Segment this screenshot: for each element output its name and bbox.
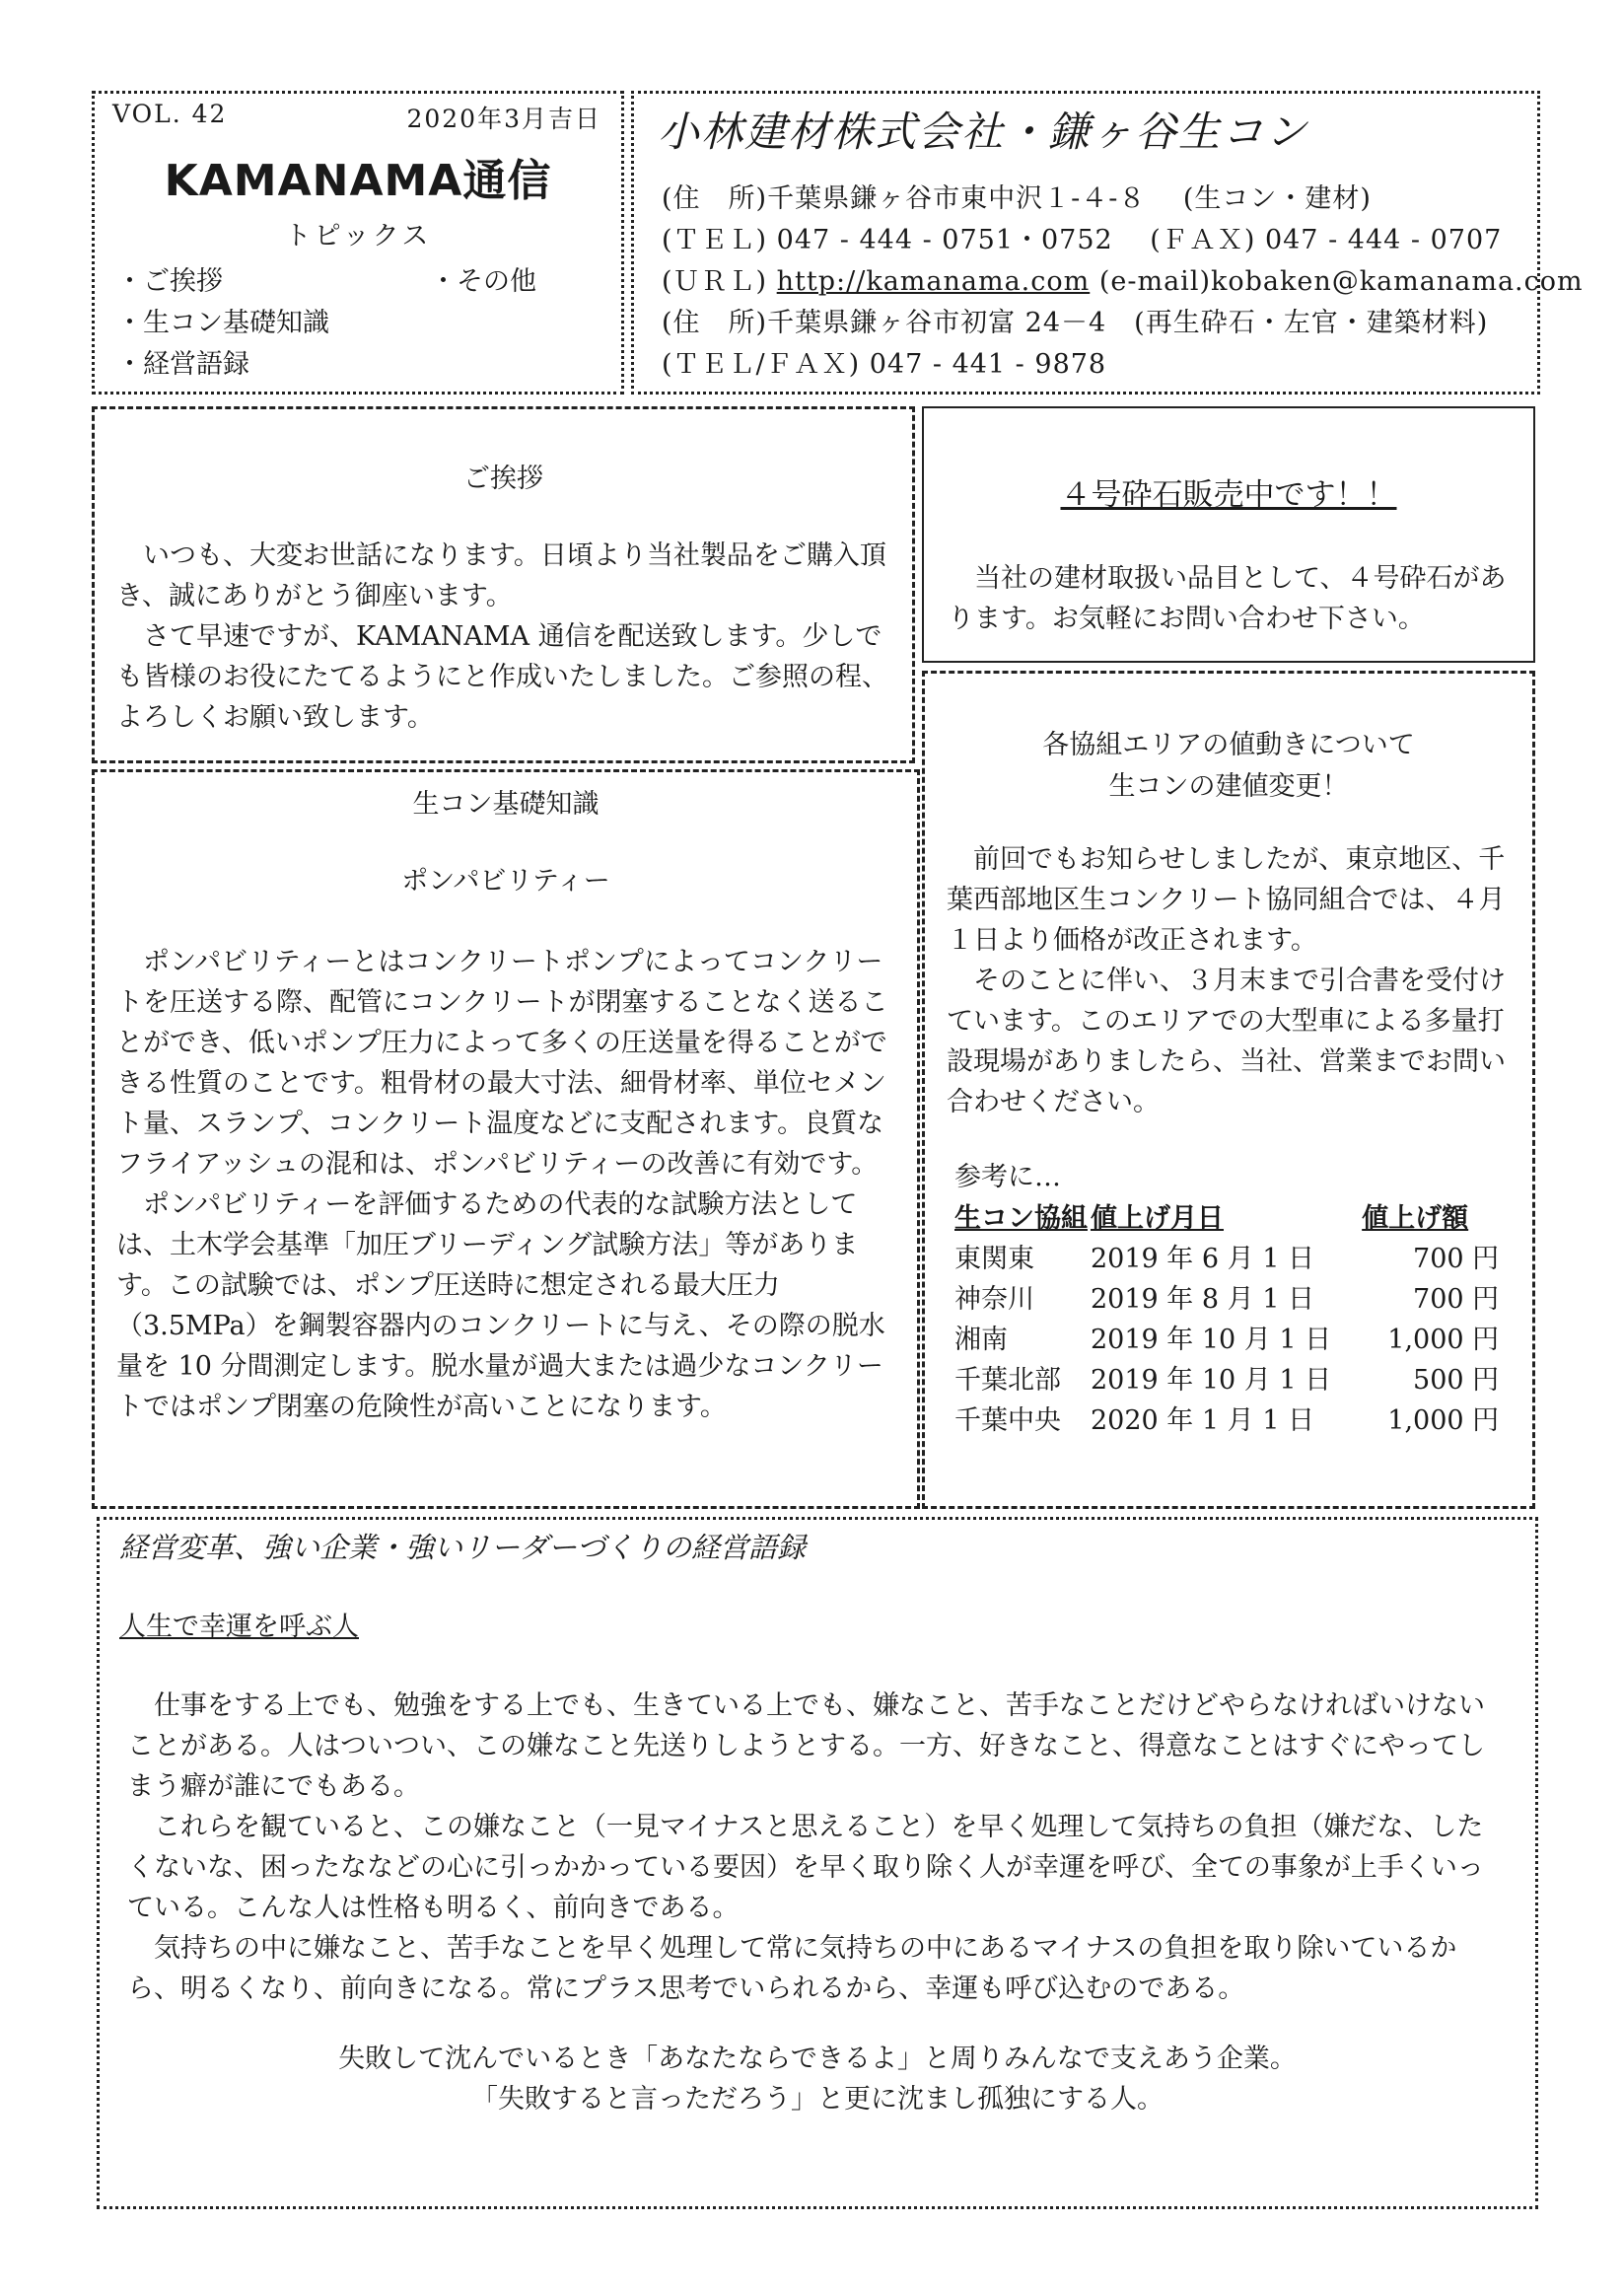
increase-amount: 700 円 — [1413, 1244, 1500, 1274]
topic-item: ・ご挨拶 — [116, 266, 223, 297]
basics-title: 生コン基礎知識 — [412, 789, 600, 820]
greeting-paragraph: いつも、大変お世話になります。日頃より当社製品をご購入頂き、誠にありがとう御座います。 — [116, 540, 886, 611]
column-header: 生コン協組 — [954, 1202, 1088, 1234]
topic-item: ・経営語録 — [116, 349, 249, 380]
newsletter-header — [92, 91, 624, 395]
maxims-section — [97, 1517, 1538, 2209]
increase-date: 2020 年 1 月 1 日 — [1091, 1405, 1314, 1436]
table-row — [954, 1398, 1499, 1438]
price-table — [954, 1194, 1499, 1438]
increase-date: 2019 年 8 月 1 日 — [1091, 1284, 1314, 1315]
volume-number: VOL. 42 — [112, 100, 228, 128]
cooperative-name: 湘南 — [954, 1325, 1008, 1355]
greeting-title: ご挨拶 — [463, 464, 543, 494]
increase-amount: 1,000 円 — [1387, 1325, 1500, 1355]
topic-item: ・生コン基礎知識 — [116, 308, 329, 338]
price-title: 各協組エリアの値動きについて — [1042, 730, 1415, 760]
table-row — [954, 1357, 1499, 1398]
table-row — [954, 1276, 1499, 1317]
issue-line — [112, 100, 601, 135]
price-paragraph: そのことに伴い、３月末まで引合書を受付けています。このエリアでの大型車による多量打設現場がありましたら、当社、営業までお問い合わせください。 — [947, 966, 1506, 1117]
table-row — [954, 1317, 1499, 1357]
basics-subtitle: ポンパビリティー — [401, 866, 610, 897]
company-address: (住 所)千葉県鎌ヶ谷市東中沢１-４-８ (生コン・建材) — [662, 183, 1372, 214]
basics-paragraph: ポンパビリティーとはコンクリートポンプによってコンクリートを圧送する際、配管にコンクリートが閉塞することなく送ることができ、低いポンプ圧力によって多くの圧送量を得ることができる性質のことです。粗骨材の最大寸法、細骨材率、単位セメント量、スランプ、コンクリート温度などに支配されます。良質なフライアッシュの混和は、ポンパビリティーの改善に有効です。 — [116, 947, 888, 1180]
cooperative-name: 東関東 — [954, 1244, 1034, 1274]
maxims-body — [127, 1686, 1510, 2009]
increase-date: 2019 年 10 月 1 日 — [1091, 1325, 1332, 1355]
table-header-row — [954, 1194, 1499, 1236]
maxims-subtitle: 人生で幸運を呼ぶ人 — [119, 1612, 359, 1642]
basics-body — [116, 942, 903, 1427]
url-label: (ＵＲＬ) — [662, 266, 768, 297]
maxims-paragraph: 気持ちの中に嫌なこと、苦手なことを早く処理して常に気持ちの中にあるマイナスの負担を取り除いているから、明るくなり、前向きになる。常にプラス思考でいられるから、幸運も呼び込むのである。 — [127, 1933, 1457, 2004]
price-paragraph: 前回でもお知らせしましたが、東京地区、千葉西部地区生コンクリート協同組合では、４月１日より価格が改正されます。 — [947, 844, 1506, 956]
topic-item: ・その他 — [430, 266, 536, 297]
cooperative-name: 千葉北部 — [954, 1365, 1061, 1396]
website-link[interactable]: http://kamanama.com — [776, 266, 1091, 297]
greeting-section — [92, 406, 915, 763]
price-change-section — [922, 671, 1535, 1509]
company-tel-fax: (ＴＥＬ) 047 - 444 - 0751・0752 (ＦＡＸ) 047 - 444 - 0707 — [662, 225, 1503, 255]
increase-amount: 500 円 — [1413, 1365, 1500, 1396]
maxims-title: 経営変革、強い企業・強いリーダーづくりの経営語録 — [119, 1531, 807, 1564]
cooperative-name: 千葉中央 — [954, 1405, 1061, 1436]
maxims-paragraph: 仕事をする上でも、勉強をする上でも、生きている上でも、嫌なこと、苦手なことだけどやらなければいけないことがある。人はついつい、この嫌なこと先送りしようとする。一方、好きなこと、得意なことはすぐにやってしまう癖が誰にでもある。 — [127, 1690, 1485, 1802]
email-address: (e-mail)kobaken@kamanama.com — [1098, 266, 1584, 297]
basics-section — [92, 769, 920, 1509]
topics-heading: トピックス — [284, 221, 432, 251]
company-info — [631, 91, 1584, 395]
company-tel-fax-2: (ＴＥＬ/ＦＡＸ) 047 - 441 - 9878 — [662, 349, 1107, 380]
column-header: 値上げ額 — [1362, 1202, 1469, 1234]
increase-date: 2019 年 6 月 1 日 — [1091, 1244, 1314, 1274]
newsletter-title: KAMANAMA通信 — [164, 156, 552, 206]
table-row — [954, 1236, 1499, 1276]
stone-sale-body — [948, 558, 1514, 639]
maxims-paragraph: これらを観ていると、この嫌なこと（一見マイナスと思えること）を早く処理して気持ちの負担（嫌だな、したくないな、困ったななどの心に引っかかっている要因）を早く取り除く人が幸運を呼び、全ての事象が上手くいっている。こんな人は性格も明るく、前向きである。 — [127, 1812, 1484, 1923]
company-name: 小林建材株式会社・鎌ヶ谷生コン — [658, 108, 1309, 156]
reference-label: 参考に… — [954, 1162, 1061, 1192]
cooperative-name: 神奈川 — [954, 1284, 1034, 1315]
maxims-quote: 失敗して沈んでいるとき「あなたならできるよ」と周りみんなで支えあう企業。 — [338, 2044, 1297, 2074]
increase-amount: 1,000 円 — [1387, 1405, 1500, 1436]
increase-date: 2019 年 10 月 1 日 — [1091, 1365, 1332, 1396]
basics-paragraph: ポンパビリティーを評価するための代表的な試験方法としては、土木学会基準「加圧ブリーディング試験方法」等があります。この試験では、ポンプ圧送時に想定される最大圧力（3.5MPa）を鋼製容器内のコンクリートに与え、その際の脱水量を 10 分間測定します。脱水量が過大または過少なコンクリートではポンプ閉塞の危険性が高いことになります。 — [116, 1189, 885, 1422]
stone-sale-section — [922, 406, 1535, 663]
company-address-2: (住 所)千葉県鎌ヶ谷市初富 24－4 (再生砕石・左官・建築材料) — [662, 308, 1489, 338]
issue-date: 2020年3月吉日 — [406, 105, 601, 133]
company-url-line — [662, 259, 1584, 298]
greeting-body — [116, 536, 898, 738]
stone-sale-paragraph: 当社の建材取扱い品目として、４号砕石があります。お気軽にお問い合わせ下さい。 — [948, 563, 1507, 634]
price-subtitle: 生コンの建値変更！ — [1108, 771, 1349, 802]
stone-sale-title: ４号砕石販売中です！！ — [1060, 477, 1397, 513]
increase-amount: 700 円 — [1413, 1284, 1500, 1315]
greeting-paragraph: さて早速ですが、KAMANAMA 通信を配送致します。少しでも皆様のお役にたてるようにと作成いたしました。ご参照の程、よろしくお願い致します。 — [116, 621, 888, 733]
price-body — [947, 839, 1518, 1122]
column-header: 値上げ月日 — [1091, 1202, 1224, 1234]
maxims-quote: 「失敗すると言っただろう」と更に沈まし孤独にする人。 — [471, 2084, 1164, 2115]
